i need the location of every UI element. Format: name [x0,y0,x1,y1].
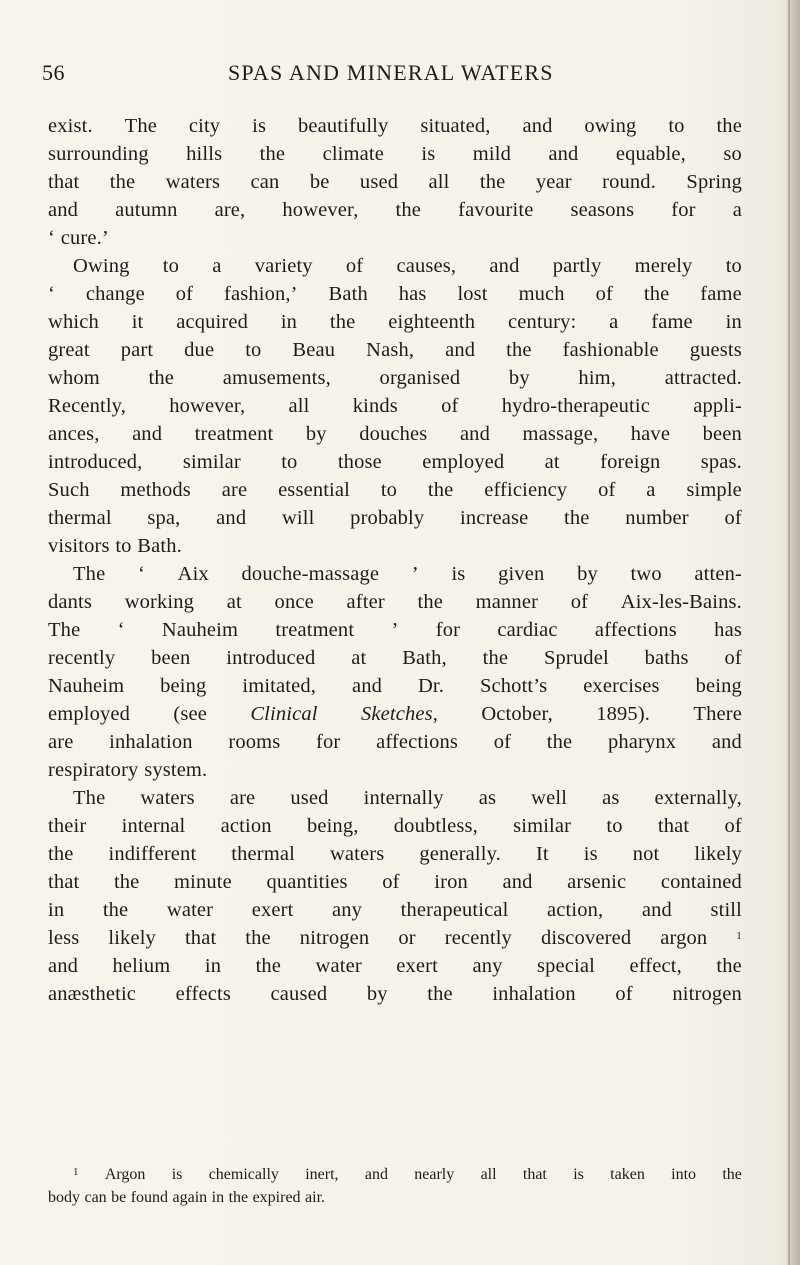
footnote [48,1163,742,1209]
text-line: which it acquired in the eighteenth century: a fame in [48,311,742,333]
text-line: in the water exert any therapeutical action, and still [48,899,742,921]
body-text [48,112,742,1008]
footnote-line: body can be found again in the expired air. [48,1189,326,1206]
running-head: SPAS AND MINERAL WATERS [228,60,554,85]
footnote-line: $^1$ Argon is chemically inert, and nearly all that is taken into the [73,1166,742,1183]
page-edge-line [788,0,790,1265]
text-line: ‘ change of fashion,’ Bath has lost much of the fame [48,283,742,305]
text-line: Recently, however, all kinds of hydro-therapeutic appli- [48,395,742,417]
text-line: The ‘ Nauheim treatment ’ for cardiac affections has [48,619,742,641]
text-line: employed (see Clinical Sketches, October, 1895). There [48,703,742,725]
text-line: respiratory system. [48,759,208,781]
text-line: whom the amusements, organised by him, attracted. [48,367,742,389]
text-line: that the waters can be used all the year round. Spring [48,171,742,193]
page-number: 56 [42,60,65,85]
text-line: great part due to Beau Nash, and the fashionable guests [48,339,742,361]
text-line: ances, and treatment by douches and massage, have been [48,423,742,445]
text-line: surrounding hills the climate is mild and equable, so [48,143,742,165]
text-line: and helium in the water exert any special effect, the [48,955,742,977]
text-line: less likely that the nitrogen or recently discovered argon $^1$ [48,927,742,949]
text-line: their internal action being, doubtless, similar to that of [48,815,742,837]
text-line: thermal spa, and will probably increase the number of [48,507,742,529]
text-line: that the minute quantities of iron and arsenic contained [48,871,742,893]
text-line: The waters are used internally as well as externally, [73,787,742,809]
text-line: anæsthetic effects caused by the inhalation of nitrogen [48,983,742,1005]
text-line: ‘ cure.’ [48,227,109,249]
text-line: Owing to a variety of causes, and partly merely to [73,255,742,277]
text-line: introduced, similar to those employed at foreign spas. [48,451,742,473]
text-line: Nauheim being imitated, and Dr. Schott’s exercises being [48,675,742,697]
text-line: are inhalation rooms for affections of the pharynx and [48,731,742,753]
text-line: exist. The city is beautifully situated, and owing to the [48,115,742,137]
text-line: dants working at once after the manner of Aix-les-Bains. [48,591,742,613]
text-line: visitors to Bath. [48,535,182,557]
text-line: and autumn are, however, the favourite seasons for a [48,199,742,221]
text-line: recently been introduced at Bath, the Sprudel baths of [48,647,742,669]
text-line: The ‘ Aix douche-massage ’ is given by two atten- [73,563,742,585]
text-line: the indifferent thermal waters generally. It is not likely [48,843,742,865]
page-header [42,60,742,94]
text-line: Such methods are essential to the efficiency of a simple [48,479,742,501]
